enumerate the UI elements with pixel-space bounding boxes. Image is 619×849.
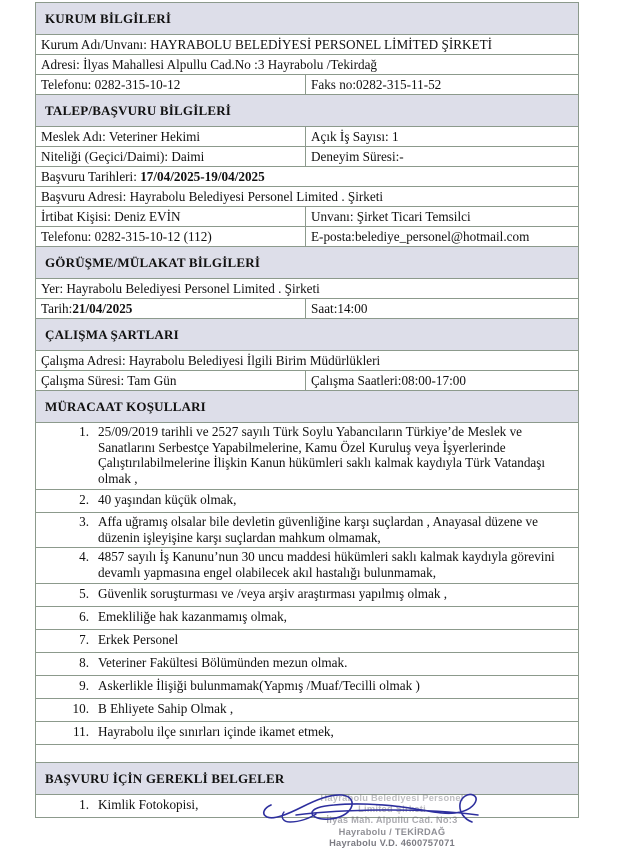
condition-item-3 <box>41 514 573 545</box>
item-text: Kimlik Fotokopisi, <box>98 797 199 813</box>
section-heading-text: GÖRÜŞME/MÜLAKAT BİLGİLERİ <box>36 247 579 279</box>
item-number: 9. <box>79 678 89 694</box>
table-row <box>36 227 579 247</box>
list-item <box>36 423 579 490</box>
condition-item-4 <box>41 549 573 580</box>
condition-item-5 <box>41 586 573 602</box>
item-number: 1. <box>79 797 89 813</box>
table-row <box>36 35 579 55</box>
section-header-kurum-bilgileri <box>36 3 579 35</box>
condition-item-2 <box>41 492 573 508</box>
item-number: 7. <box>79 632 89 648</box>
section-header-calisma-sartlari <box>36 319 579 351</box>
condition-item-7 <box>41 632 573 648</box>
irtibat-eposta-cell: E-posta:belediye_personel@hotmail.com <box>306 227 579 247</box>
list-item <box>36 794 579 817</box>
basvuru-tarihleri-label: Başvuru Tarihleri: <box>41 168 141 184</box>
meslek-adi-cell: Meslek Adı: Veteriner Hekimi <box>36 127 306 147</box>
stamp-line-2: Limited Şirketi <box>358 804 426 815</box>
spacer-row <box>36 744 579 762</box>
item-number: 4. <box>79 549 89 565</box>
spacer-cell <box>36 744 579 762</box>
item-text: Affa uğramış olsalar bile devletin güvenliğine karşı suçlardan , Anayasal düzene ve düzenin işleyişine karşı suçlardan mahkum olmamak, <box>98 513 538 545</box>
kurum-adresi-cell: Adresi: İlyas Mahallesi Alpullu Cad.No :3 Hayrabolu /Tekirdağ <box>36 55 579 75</box>
condition-item-8 <box>41 655 573 671</box>
section-header-basvuru-icin-gerekli-belgeler <box>36 762 579 794</box>
table-body <box>36 3 579 818</box>
item-number: 1. <box>79 424 89 439</box>
acik-is-sayisi-cell: Açık İş Sayısı: 1 <box>306 127 579 147</box>
calisma-saatleri-cell: Çalışma Saatleri:08:00-17:00 <box>306 371 579 391</box>
table-row <box>36 187 579 207</box>
item-number: 5. <box>79 586 89 602</box>
deneyim-suresi-cell: Deneyim Süresi:- <box>306 147 579 167</box>
niteligi-cell: Niteliği (Geçici/Daimi): Daimi <box>36 147 306 167</box>
stamp-line-5: Hayrabolu V.D. 4600757071 <box>329 837 455 848</box>
calisma-adresi-cell: Çalışma Adresi: Hayrabolu Belediyesi İlgili Birim Müdürlükleri <box>36 351 579 371</box>
list-item <box>36 652 579 675</box>
list-item <box>36 606 579 629</box>
item-number: 3. <box>79 513 89 529</box>
stamp-line-4: Hayrabolu / TEKİRDAĞ <box>338 826 446 837</box>
table-row <box>36 299 579 319</box>
mulakat-tarih-cell <box>36 299 306 319</box>
section-heading-text: ÇALIŞMA ŞARTLARI <box>36 319 579 351</box>
item-text: 40 yaşından küçük olmak, <box>98 492 237 508</box>
section-header-talep-basvuru-bilgileri <box>36 95 579 127</box>
basvuru-adresi-cell: Başvuru Adresi: Hayrabolu Belediyesi Personel Limited . Şirketi <box>36 187 579 207</box>
item-number: 10. <box>72 701 89 717</box>
item-text: Güvenlik soruşturması ve /veya arşiv araştırması yapılmış olmak , <box>98 586 448 602</box>
job-posting-table <box>35 2 579 818</box>
table-row <box>36 55 579 75</box>
section-heading-text: BAŞVURU İÇİN GEREKLİ BELGELER <box>36 762 579 794</box>
section-heading-text: KURUM BİLGİLERİ <box>36 3 579 35</box>
table-row <box>36 279 579 299</box>
mulakat-tarih-value: 21/04/2025 <box>72 300 133 316</box>
mulakat-tarih-label: Tarih: <box>41 300 73 316</box>
item-text: 25/09/2019 tarihli ve 2527 sayılı Türk Soylu Yabancıların Türkiye’de Meslek ve Sanatlarını Serbestçe Yapabilmelerine, Kamu Özel Kuruluş veya İşyerlerinde Çalıştırılabilmelerine İlişkin Kanun hükümleri saklı kalmak kaydıyla Türk Vatandaşı olmak , <box>98 424 546 487</box>
item-number: 11. <box>73 724 89 740</box>
irtibat-telefon-cell: Telefonu: 0282-315-10-12 (112) <box>36 227 306 247</box>
irtibat-unvani-cell: Unvanı: Şirket Ticari Temsilci <box>306 207 579 227</box>
section-heading-text: MÜRACAAT KOŞULLARI <box>36 391 579 423</box>
item-text: Hayrabolu ilçe sınırları içinde ikamet etmek, <box>98 724 334 740</box>
item-number: 2. <box>79 492 89 508</box>
basvuru-tarihleri-cell <box>36 167 579 187</box>
section-header-muracaat-kosullari <box>36 391 579 423</box>
kurum-adi-cell: Kurum Adı/Unvanı: HAYRABOLU BELEDİYESİ PERSONEL LİMİTED ŞİRKETİ <box>36 35 579 55</box>
table-row <box>36 75 579 95</box>
document-item-1 <box>41 797 573 813</box>
item-text: Emekliliğe hak kazanmamış olmak, <box>98 609 287 625</box>
kurum-faks-cell: Faks no:0282-315-11-52 <box>306 75 579 95</box>
mulakat-yer-cell: Yer: Hayrabolu Belediyesi Personel Limited . Şirketi <box>36 279 579 299</box>
condition-item-11 <box>41 724 573 740</box>
list-item <box>36 675 579 698</box>
stamp-line-1: Hayrabolu Belediyesi Personel <box>320 793 464 803</box>
item-text: Veteriner Fakültesi Bölümünden mezun olmak. <box>98 655 348 671</box>
basvuru-tarihleri-value: 17/04/2025-19/04/2025 <box>140 168 265 184</box>
irtibat-kisisi-cell: İrtibat Kişisi: Deniz EVİN <box>36 207 306 227</box>
condition-item-9 <box>41 678 573 694</box>
item-number: 8. <box>79 655 89 671</box>
condition-item-10 <box>41 701 573 717</box>
calisma-suresi-cell: Çalışma Süresi: Tam Gün <box>36 371 306 391</box>
list-item <box>36 548 579 583</box>
kurum-telefon-cell: Telefonu: 0282-315-10-12 <box>36 75 306 95</box>
item-number: 6. <box>79 609 89 625</box>
section-heading-text: TALEP/BAŞVURU BİLGİLERİ <box>36 95 579 127</box>
item-text: 4857 sayılı İş Kanunu’nun 30 uncu maddesi hükümleri saklı kalmak kaydıyla görevini devamlı yapmasına engel olabilecek akıl hastalığı bulunmamak, <box>98 549 555 580</box>
list-item <box>36 629 579 652</box>
list-item <box>36 583 579 606</box>
stamp-line-3: İlyas Mah. Alpullu Cad. No:3 <box>326 815 458 826</box>
table-row <box>36 167 579 187</box>
list-item <box>36 489 579 512</box>
table-row <box>36 351 579 371</box>
table-row <box>36 147 579 167</box>
section-header-gorusme-mulakat-bilgileri <box>36 247 579 279</box>
item-text: B Ehliyete Sahip Olmak , <box>98 701 234 717</box>
item-text: Erkek Personel <box>98 632 179 648</box>
table-row <box>36 207 579 227</box>
item-text: Askerlikle İlişiği bulunmamak(Yapmış /Muaf/Tecilli olmak ) <box>98 678 420 694</box>
table-row <box>36 127 579 147</box>
list-item <box>36 698 579 721</box>
condition-item-1 <box>41 424 573 487</box>
table-row <box>36 371 579 391</box>
list-item <box>36 721 579 744</box>
list-item <box>36 512 579 547</box>
condition-item-6 <box>41 609 573 625</box>
mulakat-saat-cell: Saat:14:00 <box>306 299 579 319</box>
